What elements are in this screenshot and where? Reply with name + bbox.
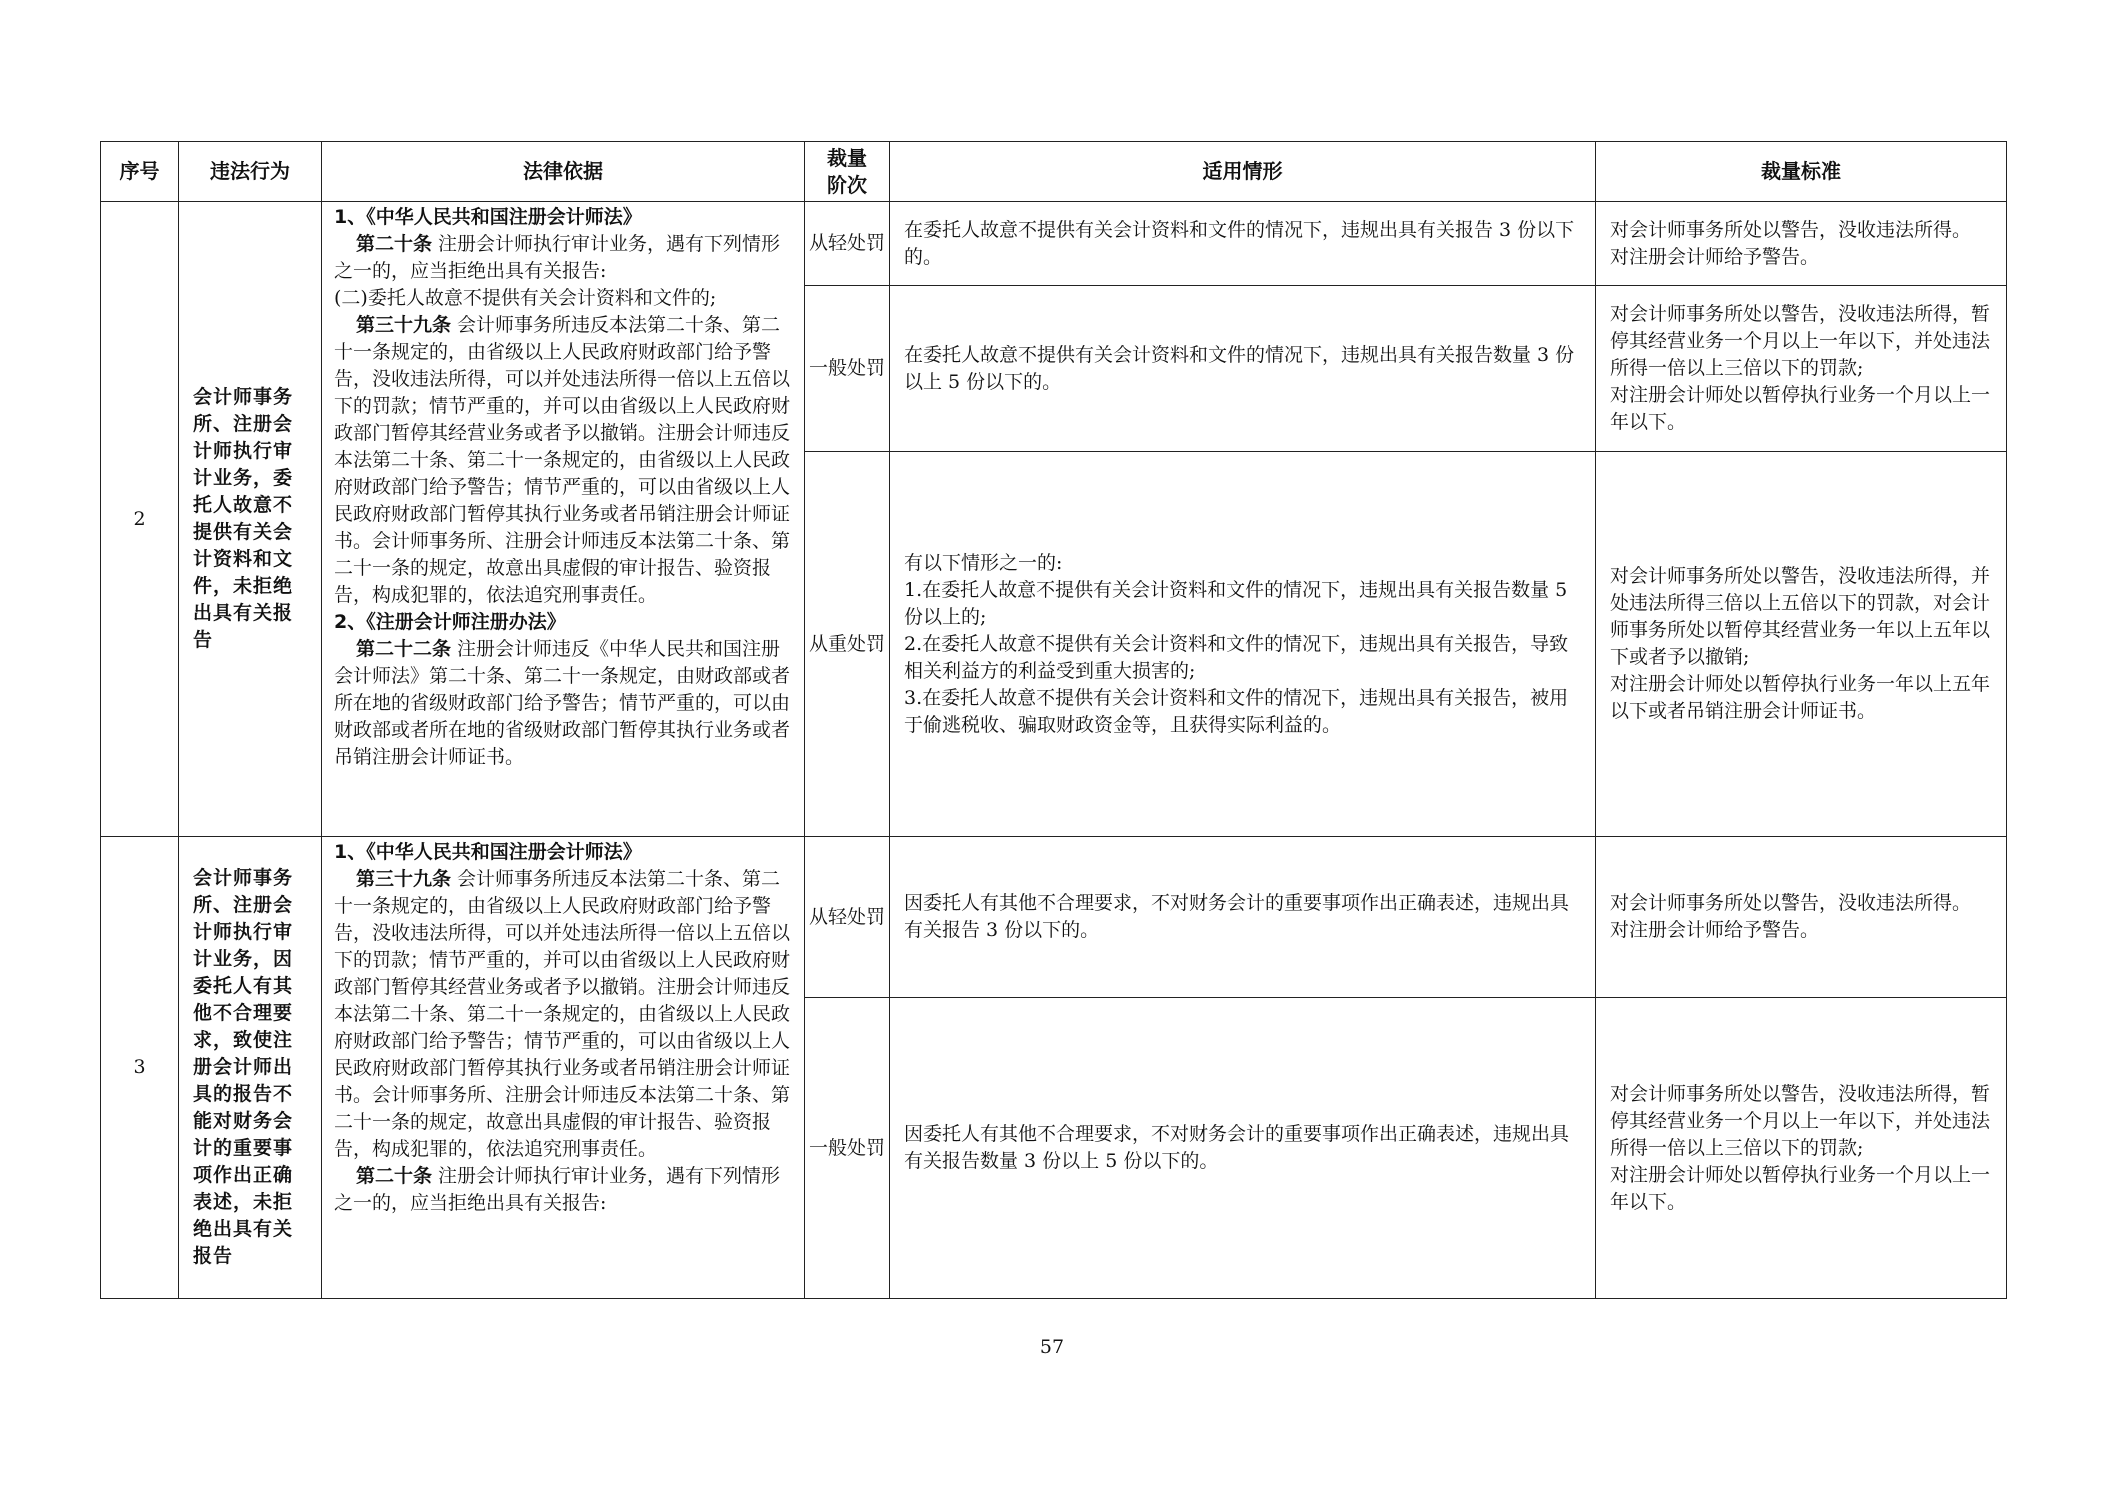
level-general: 一般处罚 [805, 286, 890, 452]
standard-line: 对注册会计师给予警告。 [1610, 245, 1820, 268]
standard-cell [1596, 202, 2007, 286]
table-row [101, 837, 2007, 998]
standard-line: 对注册会计师处以暂停执行业务一年以上五年以下或者吊销注册会计师证书。 [1610, 673, 1991, 722]
legal-basis [322, 837, 805, 1299]
basis-article [334, 636, 794, 771]
violation-act: 会计师事务所、注册会计师执行审计业务，委托人故意不提供有关会计资料和文件，未拒绝出具有关报告 [179, 202, 322, 837]
standard-line: 对会计师事务所处以警告，没收违法所得，暂停其经营业务一个月以上一年以下，并处违法所得一倍以上三倍以下的罚款; [1610, 303, 1991, 379]
situation-text: 在委托人故意不提供有关会计资料和文件的情况下，违规出具有关报告数量 3 份以上 5 份以下的。 [890, 286, 1596, 452]
article-number: 第二十条 [356, 1165, 433, 1187]
article-text: 会计师事务所违反本法第二十条、第二十一条规定的，由省级以上人民政府财政部门给予警告，没收违法所得，可以并处违法所得一倍以上五倍以下的罚款；情节严重的，并可以由省级以上人民政府财政部门暂停其经营业务或者予以撤销。注册会计师违反本法第二十条、第二十一条规定的，由省级以上人民政府财政部门给予警告；情节严重的，可以由省级以上人民政府财政部门暂停其执行业务或者吊销注册会计师证书。会计师事务所、注册会计师违反本法第二十条、第二十一条的规定，故意出具虚假的审计报告、验资报告，构成犯罪的，依法追究刑事责任。 [334, 314, 791, 606]
basis-article [334, 866, 794, 1163]
legal-basis [322, 202, 805, 837]
level-heavy: 从重处罚 [805, 452, 890, 837]
header-situation: 适用情形 [890, 142, 1596, 202]
situation-line: 2.在委托人故意不提供有关会计资料和文件的情况下，违规出具有关报告，导致相关利益方的利益受到重大损害的; [904, 632, 1569, 682]
level-light: 从轻处罚 [805, 202, 890, 286]
header-level-line1: 裁量 [827, 145, 867, 170]
article-text: 注册会计师执行审计业务，遇有下列情形之一的，应当拒绝出具有关报告: [334, 1165, 781, 1214]
basis-article [334, 312, 794, 609]
level-light: 从轻处罚 [805, 837, 890, 998]
standard-line: 对会计师事务所处以警告，没收违法所得，暂停其经营业务一个月以上一年以下，并处违法所得一倍以上三倍以下的罚款; [1610, 1082, 1991, 1159]
header-level-line2: 阶次 [827, 172, 867, 197]
basis-clause: (二)委托人故意不提供有关会计资料和文件的; [334, 287, 717, 309]
situation-text: 在委托人故意不提供有关会计资料和文件的情况下，违规出具有关报告 3 份以下的。 [890, 202, 1596, 286]
standard-line: 对会计师事务所处以警告，没收违法所得。 [1610, 892, 1972, 914]
row-number: 3 [101, 837, 179, 1299]
header-level [805, 142, 890, 202]
standard-line: 对注册会计师给予警告。 [1610, 919, 1820, 941]
article-text: 会计师事务所违反本法第二十条、第二十一条规定的，由省级以上人民政府财政部门给予警告，没收违法所得，可以并处违法所得一倍以上五倍以下的罚款；情节严重的，并可以由省级以上人民政府财政部门暂停其经营业务或者予以撤销。注册会计师违反本法第二十条、第二十一条规定的，由省级以上人民政府财政部门给予警告；情节严重的，可以由省级以上人民政府财政部门暂停其执行业务或者吊销注册会计师证书。会计师事务所、注册会计师违反本法第二十条、第二十一条的规定，故意出具虚假的审计报告、验资报告，构成犯罪的，依法追究刑事责任。 [334, 868, 791, 1160]
basis-law-title: 1、《中华人民共和国注册会计师法》 [334, 841, 642, 863]
article-number: 第三十九条 [356, 868, 452, 890]
header-no: 序号 [101, 142, 179, 202]
article-number: 第三十九条 [356, 314, 452, 336]
standard-cell [1596, 286, 2007, 452]
level-general: 一般处罚 [805, 998, 890, 1299]
article-text: 注册会计师执行审计业务，遇有下列情形之一的，应当拒绝出具有关报告: [334, 233, 781, 282]
situation-line: 3.在委托人故意不提供有关会计资料和文件的情况下，违规出具有关报告，被用于偷逃税收、骗取财政资金等，且获得实际利益的。 [904, 686, 1569, 736]
penalty-discretion-table [100, 141, 2007, 1299]
situation-cell [890, 452, 1596, 837]
violation-act: 会计师事务所、注册会计师执行审计业务，因委托人有其他不合理要求，致使注册会计师出具的报告不能对财务会计的重要事项作出正确表述，未拒绝出具有关报告 [179, 837, 322, 1299]
article-text: 注册会计师违反《中华人民共和国注册会计师法》第二十条、第二十一条规定，由财政部或者所在地的省级财政部门给予警告；情节严重的，可以由财政部或者所在地的省级财政部门暂停其执行业务或者吊销注册会计师证书。 [334, 638, 791, 768]
basis-law-title: 2、《注册会计师注册办法》 [334, 611, 566, 633]
standard-line: 对会计师事务所处以警告，没收违法所得。 [1610, 218, 1972, 241]
situation-text: 因委托人有其他不合理要求，不对财务会计的重要事项作出正确表述，违规出具有关报告数量 3 份以上 5 份以下的。 [890, 998, 1596, 1299]
situation-line: 有以下情形之一的: [904, 551, 1063, 574]
article-number: 第二十二条 [356, 638, 452, 660]
header-standard: 裁量标准 [1596, 142, 2007, 202]
situation-text: 因委托人有其他不合理要求，不对财务会计的重要事项作出正确表述，违规出具有关报告 3 份以下的。 [890, 837, 1596, 998]
situation-line: 1.在委托人故意不提供有关会计资料和文件的情况下，违规出具有关报告数量 5 份以上的; [904, 578, 1568, 628]
standard-line: 对会计师事务所处以警告，没收违法所得，并处违法所得三倍以上五倍以下的罚款，对会计师事务所处以暂停其经营业务一年以上五年以下或者予以撤销; [1610, 565, 1991, 668]
article-number: 第二十条 [356, 233, 433, 255]
row-number: 2 [101, 202, 179, 837]
standard-cell [1596, 837, 2007, 998]
basis-article [334, 1163, 794, 1217]
standard-line: 对注册会计师处以暂停执行业务一个月以上一年以下。 [1610, 1163, 1991, 1213]
header-act: 违法行为 [179, 142, 322, 202]
basis-law-title: 1、《中华人民共和国注册会计师法》 [334, 206, 642, 228]
table-row [101, 202, 2007, 286]
page-number: 57 [1039, 1336, 1065, 1358]
standard-cell [1596, 998, 2007, 1299]
table-header-row [101, 142, 2007, 202]
basis-article [334, 231, 794, 285]
standard-cell [1596, 452, 2007, 837]
header-basis: 法律依据 [322, 142, 805, 202]
standard-line: 对注册会计师处以暂停执行业务一个月以上一年以下。 [1610, 384, 1991, 433]
